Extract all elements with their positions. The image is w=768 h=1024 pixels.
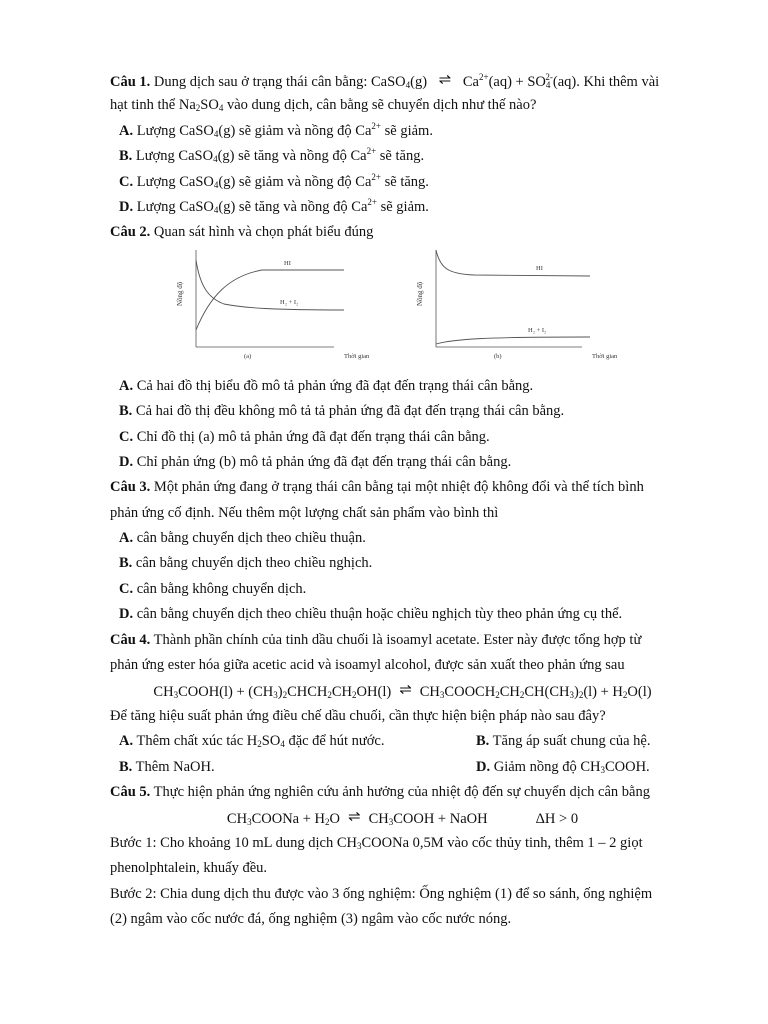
chart-a-h2i2-curve: [196, 260, 344, 310]
q5-step1-line1: Bước 1: Cho khoảng 10 mL dung dịch $CH_3COONa$ 0,5M vào cốc thủy tinh, thêm 1 – 2 giọt: [110, 834, 643, 851]
option-text: sẽ giảm.: [376, 198, 429, 215]
q5-reaction-equation: $CH_3COONa + H_2O$ ⇌ $CH_3COOH$ + NaOH ΔH > 0: [110, 805, 695, 830]
q4-question: Để tăng hiệu suất phản ứng điều chế dầu chuối, cần thực hiện biện pháp nào sau đây?: [110, 707, 606, 724]
q5-step1-a: Bước 1: Cho khoảng 10 mL dung dịch CH: [110, 834, 357, 851]
option-letter: A.: [119, 733, 134, 750]
chart-b-h2i2-curve: [436, 337, 590, 344]
option-letter: C.: [119, 428, 134, 445]
option-text: cân bằng không chuyển dịch.: [133, 580, 307, 597]
option-text: sẽ giảm.: [381, 122, 433, 139]
document-page: [110, 68, 695, 932]
q1-line2: hạt tinh thể $Na_2SO_4$ vào dung dịch, cân bằng sẽ chuyển dịch như thế nào?: [110, 97, 537, 114]
q1-option-c[interactable]: C. Lượng CaSO$_4$(g) sẽ giảm và nồng độ $Ca^{2+}$ sẽ tăng.: [119, 171, 429, 190]
chart-a-caption: (a): [244, 352, 252, 360]
q3-line2: phản ứng cố định. Nếu thêm một lượng chất sản phẩm vào bình thì: [110, 504, 499, 521]
q5-label: Câu 5.: [110, 783, 151, 800]
q3-option-d[interactable]: [110, 602, 695, 627]
chart-a-hi-curve: [196, 270, 344, 330]
option-text: (g) sẽ giảm và nồng độ Ca: [218, 122, 372, 139]
chart-b: [414, 246, 624, 368]
chart-b-ylabel: Nồng độ: [416, 281, 424, 306]
option-letter: D.: [119, 453, 134, 470]
option-text: Thêm NaOH.: [132, 758, 215, 775]
chart-b-h2i2-label: H₂ + I₂: [528, 326, 547, 334]
chart-a: [174, 246, 374, 368]
option-text: (g) sẽ tăng và nồng độ Ca: [217, 148, 367, 165]
q4-reaction-equation: $CH_3COOH(l)$ + $(CH_3)_2CHCH_2CH_2OH(l)$ ⇌ $CH_3COOCH_2CH_2CH(CH_3)_2(l) + H_2O(l)$: [110, 678, 695, 703]
option-letter: D.: [119, 198, 134, 215]
equilibrium-arrow-icon: ⇌: [438, 72, 452, 88]
q2-line1: [110, 220, 695, 245]
q1-text-c: Ca: [459, 74, 479, 90]
option-text: sẽ tăng.: [381, 173, 429, 190]
q3-text: Một phản ứng đang ở trạng thái cân bằng tại một nhiệt độ không đổi và thể tích bình: [150, 479, 644, 496]
option-text: Lượng CaSO: [132, 148, 214, 165]
option-letter: B.: [119, 148, 133, 165]
option-letter: A.: [119, 122, 134, 139]
option-text: (g) sẽ giảm và nồng độ Ca: [218, 173, 372, 190]
chart-b-hi-curve: [436, 250, 590, 276]
option-letter: B.: [119, 555, 133, 572]
q4-option-c[interactable]: [110, 755, 476, 780]
option-text: Lượng CaSO: [133, 173, 214, 190]
q1-text-b: (g): [410, 74, 431, 90]
q1-line2-c: vào dung dịch, cân bằng sẽ chuyển dịch như thế nào?: [223, 97, 537, 114]
chart-a-hi-label: HI: [284, 259, 291, 267]
q4-line1: [110, 628, 695, 653]
q3-option-b[interactable]: [110, 551, 695, 576]
option-letter: D.: [476, 758, 491, 775]
q2-option-a[interactable]: [110, 374, 695, 399]
q1-option-b[interactable]: B. Lượng CaSO$_4$(g) sẽ tăng và nồng độ $Ca^{2+}$ sẽ tăng.: [119, 146, 425, 165]
q4-options-row1: [110, 729, 695, 754]
q1-line2-b: SO: [200, 97, 219, 114]
q2-label: Câu 2.: [110, 224, 151, 241]
q1-text-d: (aq) + SO: [488, 74, 546, 90]
q5-step1-line2: phenolphtalein, khuấy đều.: [110, 860, 268, 877]
q2-option-d[interactable]: [110, 450, 695, 475]
option-letter: A.: [119, 377, 134, 394]
q1-line2-a: hạt tinh thể Na: [110, 97, 196, 114]
q4-text: Thành phần chính của tinh dầu chuối là isoamyl acetate. Ester này được tổng hợp từ: [150, 631, 642, 648]
q3-line1: [110, 475, 695, 500]
q1-option-d[interactable]: D. Lượng CaSO$_4$(g) sẽ tăng và nồng độ $Ca^{2+}$ sẽ giảm.: [119, 196, 429, 215]
option-text: SO: [261, 733, 281, 750]
q1-line1: Câu 1. Dung dịch sau ở trạng thái cân bằng: CaSO$_4$(g) ⇌ $Ca^{2+}(aq) + SO_4^{2-}(aq)$. Khi thêm vài: [110, 68, 695, 93]
option-letter: B.: [119, 403, 133, 420]
option-text: Thêm chất xúc tác H: [133, 733, 258, 750]
option-letter: C.: [119, 173, 134, 190]
chart-a-xlabel: Thời gian: [344, 352, 370, 360]
equilibrium-arrow-icon: ⇌: [347, 809, 361, 826]
option-text: (g) sẽ tăng và nồng độ Ca: [218, 198, 368, 215]
option-text: Lượng CaSO: [133, 122, 214, 139]
option-text: Cả hai đồ thị đều không mô tả tả phản ứng đã đạt đến trạng thái cân bằng.: [132, 403, 565, 420]
q4-label: Câu 4.: [110, 631, 151, 648]
q5-text: Thực hiện phản ứng nghiên cứu ảnh hưởng của nhiệt độ đến sự chuyển dịch cân bằng: [150, 783, 650, 800]
option-letter: D.: [119, 606, 134, 623]
q2-option-b[interactable]: [110, 399, 695, 424]
q1-label: Câu 1.: [110, 74, 151, 90]
chart-a-ylabel: Nồng độ: [176, 281, 184, 306]
q5-line1: [110, 780, 695, 805]
option-text: cân bằng chuyển dịch theo chiều thuận.: [133, 530, 366, 547]
option-text: Lượng CaSO: [133, 198, 214, 215]
option-text: đặc để hút nước.: [284, 733, 385, 750]
q1-text-e: (aq). Khi thêm vài: [552, 74, 660, 90]
q1-option-a[interactable]: A. Lượng CaSO$_4$(g) sẽ giảm và nồng độ $Ca^{2+}$ sẽ giảm.: [119, 120, 433, 139]
option-text: Cả hai đồ thị biểu đồ mô tả phản ứng đã đạt đến trạng thái cân bằng.: [133, 377, 534, 394]
q5-step2-line1: Bước 2: Chia dung dịch thu được vào 3 ống nghiệm: Ống nghiệm (1) để so sánh, ống nghiệm: [110, 885, 653, 902]
option-text: cân bằng chuyển dịch theo chiều thuận hoặc chiều nghịch tùy theo phản ứng cụ thể.: [133, 606, 623, 623]
q4-options-row2: [110, 755, 695, 780]
option-text: Chỉ đồ thị (a) mô tả phản ứng đã đạt đến trạng thái cân bằng.: [133, 428, 490, 445]
q3-label: Câu 3.: [110, 479, 151, 496]
option-text: Tăng áp suất chung của hệ.: [489, 733, 651, 750]
chart-b-xlabel: Thời gian: [592, 352, 618, 360]
q5-step2-line2: (2) ngâm vào cốc nước đá, ống nghiệm (3) ngâm vào cốc nước nóng.: [110, 910, 512, 927]
option-letter: A.: [119, 530, 134, 547]
option-text: Chỉ phản ứng (b) mô tả phản ứng đã đạt đến trạng thái cân bằng.: [133, 453, 512, 470]
option-text: cân bằng chuyển dịch theo chiều nghịch.: [132, 555, 373, 572]
q1-text: Dung dịch sau ở trạng thái cân bằng: CaSO: [150, 74, 406, 90]
q4-line2: phản ứng ester hóa giữa acetic acid và isoamyl alcohol, được sản xuất theo phản ứng sau: [110, 657, 625, 674]
q4-option-d[interactable]: D. Giảm nồng độ $CH_3COOH$.: [476, 758, 650, 775]
q4-option-b[interactable]: [476, 729, 695, 754]
chart-b-caption: (b): [494, 352, 502, 360]
q3-option-c[interactable]: [110, 577, 695, 602]
option-letter: B.: [476, 733, 490, 750]
q2-option-c[interactable]: [110, 425, 695, 450]
concentration-charts: [110, 246, 695, 374]
q2-text: Quan sát hình và chọn phát biểu đúng: [150, 224, 374, 241]
q5-enthalpy: ΔH > 0: [535, 811, 579, 828]
q4-option-a[interactable]: A. Thêm chất xúc tác $H_2SO_4$ đặc để hút nước.: [119, 733, 385, 750]
q3-option-a[interactable]: [110, 526, 695, 551]
q5-step1-b: COONa 0,5M vào cốc thủy tinh, thêm 1 – 2 giọt: [361, 834, 643, 851]
option-text: sẽ tăng.: [376, 148, 425, 165]
option-letter: C.: [119, 580, 134, 597]
option-letter: B.: [119, 758, 133, 775]
chart-a-h2i2-label: H₂ + I₂: [280, 298, 299, 306]
option-text: COOH.: [604, 758, 650, 775]
equilibrium-arrow-icon: ⇌: [399, 682, 412, 699]
chart-b-hi-label: HI: [536, 264, 543, 272]
option-text: Giảm nồng độ CH: [490, 758, 601, 775]
